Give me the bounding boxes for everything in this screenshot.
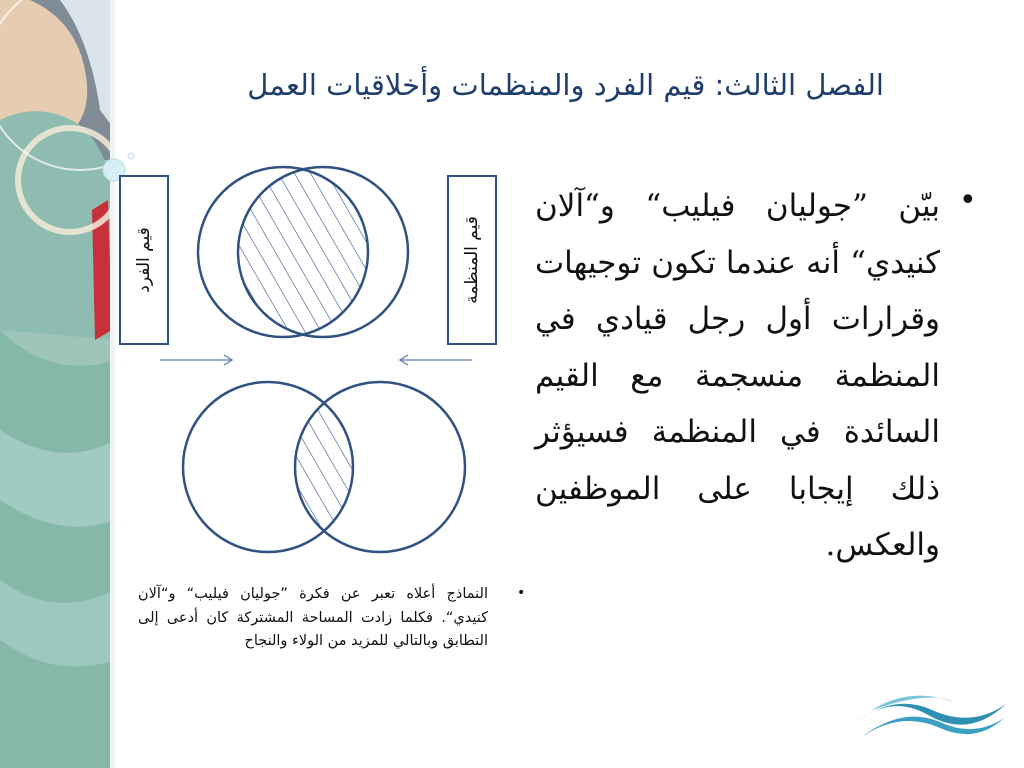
arrow-right-icon [160,355,232,365]
bullet-marker: • [959,183,977,218]
venn-diagram [115,160,515,560]
caption-bullet-marker: • [517,585,526,601]
individual-values-label: قيم الفرد [134,227,154,293]
venn-bottom-overlap-small [183,382,465,552]
venn-top-overlap-large [198,167,408,337]
organization-values-label: قيم المنظمة [462,216,482,304]
decorative-side-art [0,0,115,768]
slide-title: الفصل الثالث: قيم الفرد والمنظمات وأخلاقيات العمل [247,68,884,102]
wave-logo-icon [850,682,1010,746]
main-bullet-text: بيّن ”جوليان فيليب“ و“آلان كنيدي“ أنه عندما تكون توجيهات وقرارات أول رجل قيادي في المنظمة منسجمة مع القيم السائدة في المنظمة فسيؤثر ذلك إيجابا على الموظفين والعكس. [535,188,940,563]
diagram-caption: النماذج أعلاه تعبر عن فكرة ”جوليان فيليب“ و“آلان كنيدي“. فكلما زادت المساحة المشتركة كان أدعى إلى التطابق وبالتالي للمزيد من الولاء والنجاح [138,586,488,649]
arrow-left-icon [400,355,472,365]
